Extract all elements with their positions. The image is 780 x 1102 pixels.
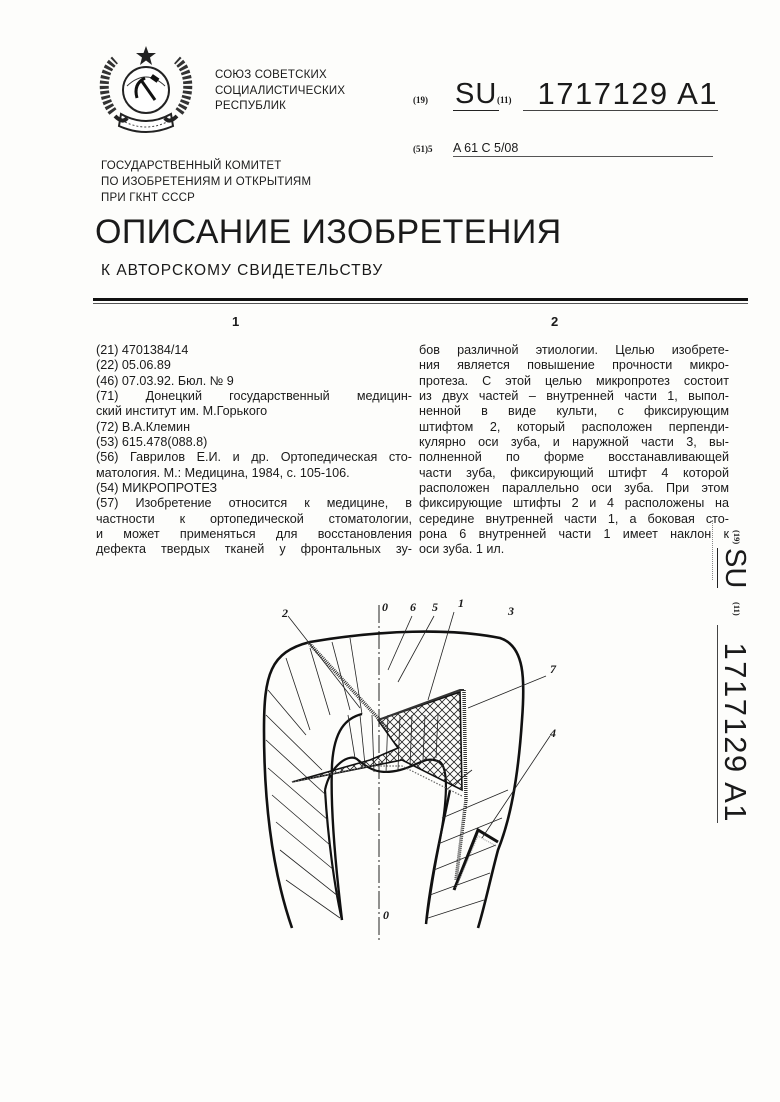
patent-number-block [413, 78, 723, 118]
tooth-micro-prosthesis-figure [250, 590, 570, 940]
field-46: (46) 07.03.92. Бюл. № 9 [96, 373, 234, 388]
abstract-line: ния является повышение прочности микро- [419, 358, 729, 373]
side-country: SU [719, 548, 751, 589]
field-71-cont: ский институт им. М.Горького [96, 404, 268, 419]
abstract-line: оси зуба. 1 ил. [419, 542, 505, 557]
abstract-line: полненной по форме восстанавливающей [419, 450, 729, 465]
field-21: (21) 4701384/14 [96, 343, 189, 357]
code-19: (19) [413, 95, 428, 105]
code-51: (51)5 [413, 144, 433, 154]
abstract-line: и может применяться для восстановления [96, 527, 412, 542]
abstract-line: рона 6 внутренней части 1 имеет наклон к [419, 527, 729, 542]
field-56: (56) Гаврилов Е.И. и др. Ортопедическая сто- [96, 450, 412, 465]
union-name [215, 68, 345, 115]
bibliographic-column [96, 343, 412, 558]
field-72: (72) В.А.Клемин [96, 419, 191, 434]
field-54-title: (54) МИКРОПРОТЕЗ [96, 481, 218, 496]
code-11: (11) [497, 95, 512, 105]
union-line: СОЮЗ СОВЕТСКИХ [215, 69, 327, 81]
column-number-1: 1 [232, 314, 240, 329]
side-code-11: (11) [732, 602, 742, 616]
abstract-line: расположен параллельно оси зуба. При этом [419, 481, 729, 496]
committee-line: ПО ИЗОБРЕТЕНИЯМ И ОТКРЫТИЯМ [101, 176, 312, 188]
abstract-line: фиксирующие штифты 2 и 4 расположены на [419, 496, 729, 511]
abstract-line: из двух частей – внутренней части 1, выпол- [419, 389, 729, 404]
document-title: ОПИСАНИЕ ИЗОБРЕТЕНИЯ [95, 213, 562, 251]
ussr-emblem [93, 42, 199, 146]
committee-line: ПРИ ГКНТ СССР [101, 192, 196, 204]
ipc-value: A 61 C 5/08 [453, 140, 713, 157]
header-rule-thin [93, 303, 748, 304]
side-code-19: (19) [732, 530, 742, 545]
label-1: 1 [458, 596, 464, 610]
header-rule-thick [93, 298, 748, 301]
country-code: SU [455, 78, 498, 110]
abstract-line: частности к ортопедической стоматологии, [96, 511, 412, 526]
label-4: 4 [550, 726, 556, 740]
side-patent-number: 1717129 A1 [717, 625, 752, 823]
axis-label-bottom: 0 [383, 908, 389, 922]
abstract-line: кулярно оси зуба, и наружной части 3, вы- [419, 435, 729, 450]
abstract-line: протеза. С этой целью микропротез состоит [419, 373, 729, 388]
label-5: 5 [432, 600, 438, 614]
abstract-line: (57) Изобретение относится к медицине, в [96, 496, 412, 511]
document-subtitle: К АВТОРСКОМУ СВИДЕТЕЛЬСТВУ [101, 262, 384, 279]
abstract-column [419, 343, 729, 558]
committee-line: ГОСУДАРСТВЕННЫЙ КОМИТЕТ [101, 160, 282, 172]
abstract-line: ненной в виде культи, с фиксирующим [419, 404, 729, 419]
union-line: РЕСПУБЛИК [215, 100, 287, 112]
label-6: 6 [410, 600, 416, 614]
label-2: 2 [282, 606, 288, 620]
abstract-line: бов различной этиологии. Целью изобрете- [419, 343, 729, 357]
committee-name [101, 158, 311, 206]
field-53: (53) 615.478(088.8) [96, 435, 208, 450]
side-stamp [712, 530, 752, 830]
field-56-cont: матология. М.: Медицина, 1984, с. 105-106. [96, 465, 350, 480]
abstract-line: части зуба, фиксирующий штифт 4 которой [419, 465, 729, 480]
abstract-line: середине внутренней части 1, а боковая сто- [419, 511, 729, 526]
axis-label-top: 0 [382, 600, 388, 614]
abstract-line: дефекта твердых тканей у фронтальных зу- [96, 542, 412, 557]
field-71: (71) Донецкий государственный медицин- [96, 389, 412, 404]
ipc-classification [413, 140, 723, 158]
field-22: (22) 05.06.89 [96, 358, 171, 373]
label-3: 3 [508, 604, 514, 618]
patent-number: 1717129 A1 [523, 78, 718, 111]
union-line: СОЦИАЛИСТИЧЕСКИХ [215, 84, 346, 97]
label-7: 7 [550, 662, 556, 676]
column-number-2: 2 [551, 314, 559, 329]
abstract-line: штифтом 2, который расположен перпенди- [419, 419, 729, 434]
